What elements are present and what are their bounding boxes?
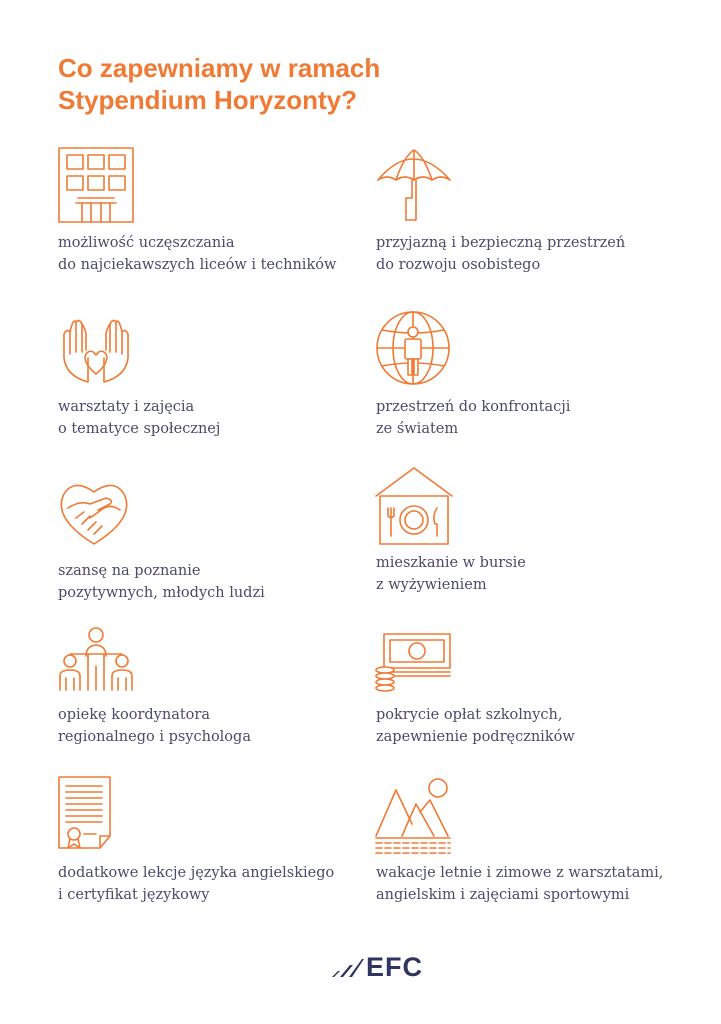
benefit-text: dodatkowe lekcje języka angielskiego i certyfikat językowy bbox=[58, 865, 335, 903]
house-dinner-icon bbox=[376, 466, 466, 546]
mountains-sun-icon bbox=[376, 776, 466, 856]
benefit-text: warsztaty i zajęcia o tematyce społecznej bbox=[58, 399, 221, 437]
benefit-text: przyjazną i bezpieczną przestrzeń do rozwoju osobistego bbox=[376, 235, 626, 273]
benefit-coordinator bbox=[58, 626, 378, 745]
people-group-icon bbox=[58, 626, 148, 706]
certificate-icon bbox=[58, 776, 148, 856]
title-line-2: Stypendium Horyzonty? bbox=[58, 85, 358, 115]
benefit-text: pokrycie opłat szkolnych, zapewnienie podręczników bbox=[376, 707, 575, 745]
money-coins-icon bbox=[376, 626, 466, 706]
benefit-english bbox=[58, 776, 378, 903]
benefit-text: mieszkanie w bursie z wyżywieniem bbox=[376, 555, 526, 593]
benefit-workshops bbox=[58, 310, 378, 437]
efc-logo bbox=[330, 950, 440, 984]
title-line-1: Co zapewniamy w ramach bbox=[58, 53, 381, 83]
benefit-text: przestrzeń do konfrontacji ze światem bbox=[376, 399, 571, 437]
handshake-heart-icon bbox=[58, 474, 148, 554]
benefit-text: wakacje letnie i zimowe z warsztatami, angielskim i zajęciami sportowymi bbox=[376, 865, 664, 903]
building-icon bbox=[58, 146, 148, 226]
globe-person-icon bbox=[376, 310, 466, 390]
logo-text: EFC bbox=[366, 951, 423, 982]
page-title bbox=[58, 52, 380, 116]
benefit-fees bbox=[376, 626, 696, 745]
benefit-school bbox=[58, 146, 378, 273]
benefit-confrontation bbox=[376, 310, 696, 437]
benefit-text: opiekę koordynatora regionalnego i psychologa bbox=[58, 707, 251, 745]
benefit-safe-space bbox=[376, 146, 696, 273]
benefit-text: szansę na poznanie pozytywnych, młodych ludzi bbox=[58, 563, 265, 601]
benefit-meet-people bbox=[58, 474, 378, 601]
benefit-holidays bbox=[376, 776, 696, 903]
umbrella-icon bbox=[376, 146, 466, 226]
benefit-housing bbox=[376, 466, 696, 593]
hands-heart-icon bbox=[58, 310, 148, 390]
benefit-text: możliwość uczęszczania do najciekawszych liceów i techników bbox=[58, 235, 337, 273]
logo-slashes-icon bbox=[330, 955, 364, 979]
